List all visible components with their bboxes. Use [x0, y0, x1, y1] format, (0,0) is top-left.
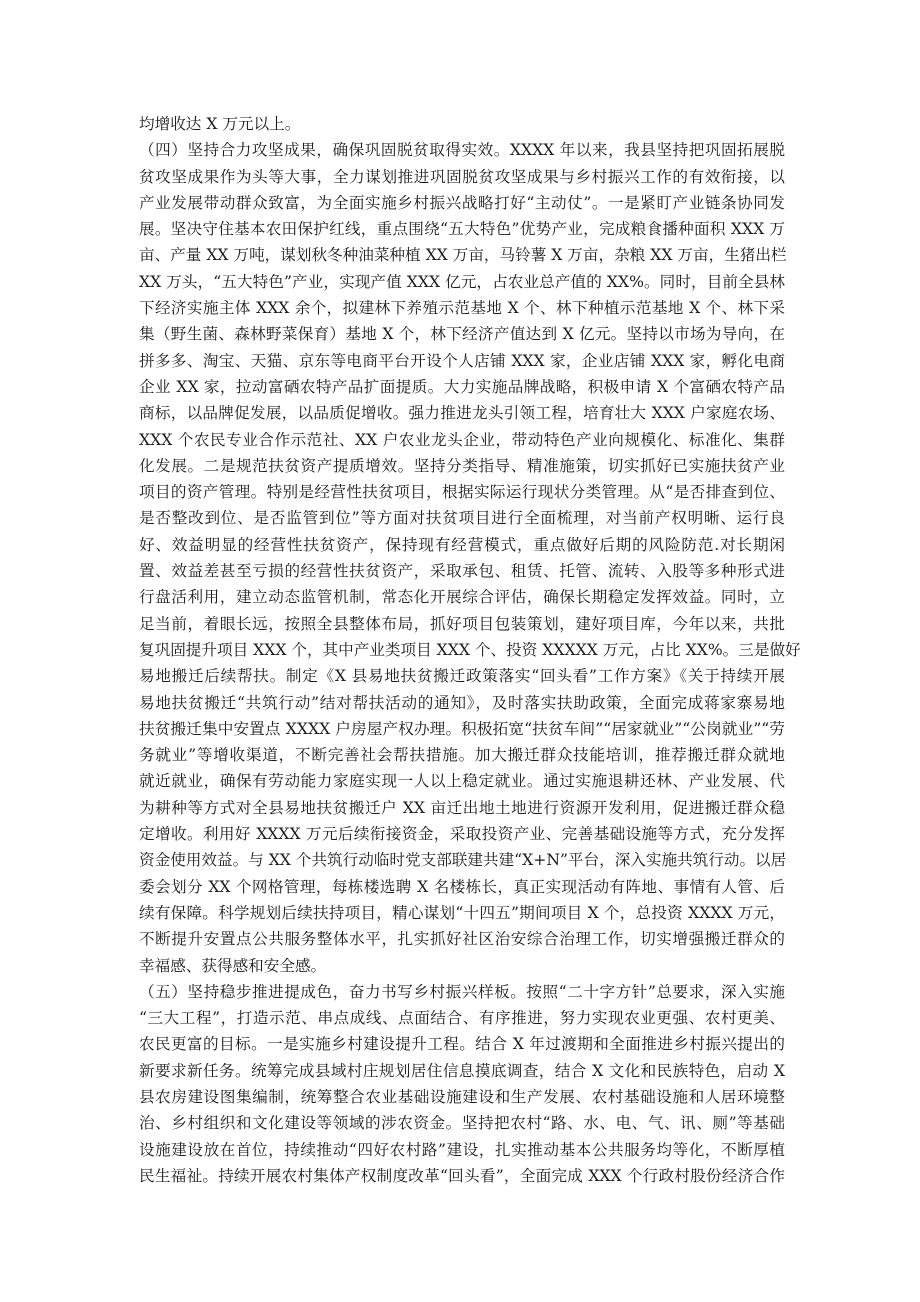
text-line: 足当前，着眼长远，按照全县整体布局，抓好项目包装策划，建好项目库，今年以来，共批 — [139, 614, 785, 633]
text-line: 务就业”等增收渠道，不断完善社会帮扶措施。加大搬迁群众技能培训，推荐搬迁群众就地 — [139, 746, 785, 765]
text-line: 化发展。二是规范扶贫资产提质增效。坚持分类指导、精准施策，切实抓好已实施扶贫产业 — [139, 456, 785, 475]
text-line: （五）坚持稳步推进提成色，奋力书写乡村振兴样板。按照“二十字方针”总要求，深入实施 — [139, 982, 785, 1001]
text-line: 民生福祉。持续开展农村集体产权制度改革“回头看”，全面完成 XXX 个行政村股份经济合作 — [139, 1166, 785, 1185]
text-line: 企业 XX 家，拉动富硒农特产品扩面提质。大力实施品牌战略，积极申请 X 个富硒农特产品 — [139, 377, 785, 396]
text-line: 均增收达 X 万元以上。 — [139, 115, 301, 133]
text-line: 贫攻坚成果作为头等大事，全力谋划推进巩固脱贫攻坚成果与乡村振兴工作的有效衔接，以 — [139, 167, 785, 186]
text-line: 易地扶贫搬迁“共筑行动”结对帮扶活动的通知》，及时落实扶助政策，全面完成蒋家寨易地 — [139, 693, 785, 712]
text-line: XX 万头，“五大特色”产业，实现产值 XXX 亿元，占农业总产值的 XX%。同时，目前全县林 — [139, 272, 785, 291]
text-line: （四）坚持合力攻坚成果，确保巩固脱贫取得实效。XXXX 年以来，我县坚持把巩固拓展脱 — [139, 141, 785, 160]
text-line: 行盘活利用，建立动态监管机制，常态化开展综合评估，确保长期稳定发挥效益。同时，立 — [139, 588, 785, 607]
text-line: 集（野生菌、森林野菜保育）基地 X 个，林下经济产值达到 X 亿元。坚持以市场为导向，在 — [139, 325, 785, 344]
body-text — [139, 111, 801, 1189]
text-line: XXX 个农民专业合作示范社、XX 户农业龙头企业，带动特色产业向规模化、标准化、集群 — [139, 430, 785, 449]
text-line: 资金使用效益。与 XX 个共筑行动临时党支部联建共建“X+N”平台，深入实施共筑行动。以居 — [139, 851, 787, 870]
text-line: 扶贫搬迁集中安置点 XXXX 户房屋产权办理。积极拓宽“扶贫车间”“居家就业”“公岗就业”“劳 — [139, 719, 785, 738]
text-line: 设施建设放在首位，持续推动“四好农村路”建设，扎实推动基本公共服务均等化，不断厚植 — [139, 1140, 785, 1159]
text-line: 亩、产量 XX 万吨，谋划秋冬种油菜种植 XX 万亩，马铃薯 X 万亩，杂粮 XX 万亩，生猪出栏 — [139, 246, 787, 265]
text-line: 好、效益明显的经营性扶贫资产，保持现有经营模式，重点做好后期的风险防范.对长期闲 — [139, 535, 785, 554]
text-line: 易地搬迁后续帮扶。制定《X 县易地扶贫搬迁政策落实“回头看”工作方案》《关于持续开展 — [139, 667, 785, 686]
text-line: 为耕种等方式对全县易地扶贫搬迁户 XX 亩迁出地土地进行资源开发利用，促进搬迁群众稳 — [139, 798, 785, 817]
text-line: 置、效益差甚至亏损的经营性扶贫资产，采取承包、租赁、托管、流转、入股等多种形式进 — [139, 562, 785, 581]
text-line: 复巩固提升项目 XXX 个，其中产业类项目 XXX 个、投资 XXXXX 万元，占比 XX%。三是做好 — [139, 640, 801, 659]
text-line: 定增收。利用好 XXXX 万元后续衔接资金，采取投资产业、完善基础设施等方式，充分发挥 — [139, 825, 785, 844]
text-line: 新要求新任务。统筹完成县域村庄规划居住信息摸底调查，结合 X 文化和民族特色，启动 X — [139, 1061, 785, 1080]
text-line: 县农房建设图集编制，统筹整合农业基础设施建设和生产发展、农村基础设施和人居环境整 — [139, 1087, 785, 1106]
text-line: 治、乡村组织和文化建设等领域的涉农资金。坚持把农村“路、水、电、气、讯、厕”等基础 — [139, 1114, 785, 1133]
text-line: 是否整改到位、是否监管到位”等方面对扶贫项目进行全面梳理，对当前产权明晰、运行良 — [139, 509, 785, 528]
text-line: 委会划分 XX 个网格管理，每栋楼选聘 X 名楼栋长，真正实现活动有阵地、事情有人管、后 — [139, 877, 785, 896]
text-line: 幸福感、获得感和安全感。 — [139, 956, 327, 975]
text-line: 项目的资产管理。特别是经营性扶贫项目，根据实际运行现状分类管理。从“是否排查到位、 — [139, 483, 785, 502]
text-line: “三大工程”，打造示范、串点成线、点面结合、有序推进，努力实现农业更强、农村更美、 — [139, 1009, 785, 1028]
text-line: 产业发展带动群众致富，为全面实施乡村振兴战略打好“主动仗”。一是紧盯产业链条协同发 — [139, 193, 785, 212]
text-line: 拼多多、淘宝、天猫、京东等电商平台开设个人店铺 XXX 家，企业店铺 XXX 家，孵化电商 — [139, 351, 785, 370]
text-line: 展。坚决守住基本农田保护红线，重点围绕“五大特色”优势产业，完成粮食播种面积 XXX 万 — [139, 220, 785, 239]
text-line: 商标，以品牌促发展，以品质促增收。强力推进龙头引领工程，培育壮大 XXX 户家庭农场、 — [139, 404, 785, 423]
text-line: 农民更富的目标。一是实施乡村建设提升工程。结合 X 年过渡期和全面推进乡村振兴提出的 — [139, 1035, 785, 1054]
text-line: 就近就业，确保有劳动能力家庭实现一人以上稳定就业。通过实施退耕还林、产业发展、代 — [139, 772, 785, 791]
text-line: 下经济实施主体 XXX 余个，拟建林下养殖示范基地 X 个、林下种植示范基地 X 个、林下采 — [139, 299, 785, 318]
text-line: 续有保障。科学规划后续扶持项目，精心谋划“十四五”期间项目 X 个，总投资 XXXX 万元， — [139, 903, 785, 922]
text-line: 不断提升安置点公共服务整体水平，扎实抓好社区治安综合治理工作，切实增强搬迁群众的 — [139, 930, 785, 949]
